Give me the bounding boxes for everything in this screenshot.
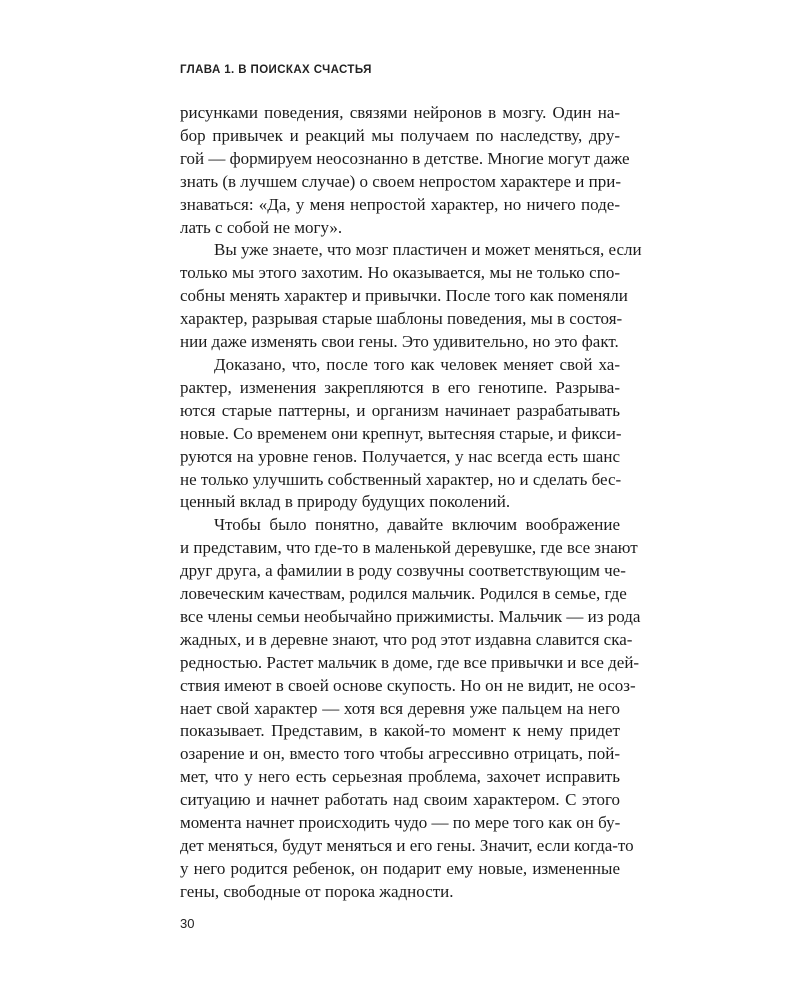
- text-line: характер, разрывая старые шаблоны поведения, мы в состоя-: [180, 309, 623, 329]
- text-line: Доказано, что, после того как человек меняет свой ха-: [214, 354, 620, 374]
- paragraph-2: [180, 239, 642, 354]
- text-line: гой — формируем неосознанно в детстве. Многие могут даже: [180, 148, 630, 168]
- text-line: только мы этого захотим. Но оказывается, мы не только спо-: [180, 263, 620, 283]
- text-line: рактер, изменения закрепляются в его генотипе. Разрыва-: [180, 377, 620, 397]
- text-line: дет меняться, будут меняться и его гены. Значит, если когда-то: [180, 836, 634, 855]
- paragraph-4: [180, 514, 641, 903]
- text-line: собны менять характер и привычки. После того как поменяли: [180, 286, 628, 306]
- text-line: бор привычек и реакций мы получаем по наследству, дру-: [180, 125, 620, 145]
- text-line: гены, свободные от порока жадности.: [180, 881, 454, 901]
- text-line: новые. Со временем они крепнут, вытесняя старые, и фикси-: [180, 423, 622, 443]
- text-line: Чтобы было понятно, давайте включим воображение: [214, 515, 620, 535]
- text-line: ценный вклад в природу будущих поколений.: [180, 492, 511, 512]
- text-line: нает свой характер — хотя вся деревня уже пальцем на него: [180, 698, 620, 718]
- text-line: мет, что у него есть серьезная проблема, захочет исправить: [180, 767, 620, 787]
- text-line: и представим, что где-то в маленькой деревушке, где все знают: [180, 538, 638, 558]
- text-line: ситуацию и начнет работать над своим характером. С этого: [180, 790, 620, 810]
- text-line: все члены семьи необычайно прижимисты. Мальчик — из рода: [180, 606, 641, 626]
- page-number: 30: [180, 916, 195, 931]
- text-line: момента начнет происходить чудо — по мере того как он бу-: [180, 813, 621, 833]
- text-line: ются старые паттерны, и организм начинает разрабатывать: [180, 400, 620, 420]
- paragraph-3: [180, 354, 620, 514]
- text-line: руются на уровне генов. Получается, у нас всегда есть шанс: [180, 446, 620, 466]
- paragraph-1: [180, 102, 630, 239]
- text-line: знать (в лучшем случае) о своем непростом характере и при-: [180, 171, 621, 191]
- text-line: знаваться: «Да, у меня непростой характер, но ничего поде-: [180, 194, 620, 214]
- text-line: у него родится ребенок, он подарит ему новые, измененные: [180, 858, 620, 878]
- body-text: [180, 102, 642, 904]
- text-line: нии даже изменять свои гены. Это удивительно, но это факт.: [180, 332, 619, 352]
- text-line: ловеческим качествам, родился мальчик. Родился в семье, где: [180, 584, 627, 604]
- text-line: показывает. Представим, в какой-то момент к нему придет: [180, 721, 620, 741]
- text-line: друг друга, а фамилии в роду созвучны соответствующим че-: [180, 561, 626, 581]
- text-line: не только улучшить собственный характер, но и сделать бес-: [180, 469, 622, 489]
- text-line: рисунками поведения, связями нейронов в мозгу. Один на-: [180, 103, 620, 122]
- text-line: озарение и он, вместо того чтобы агрессивно отрицать, пой-: [180, 744, 620, 764]
- text-line: редностью. Растет мальчик в доме, где все привычки и все дей-: [180, 652, 640, 672]
- text-line: лать с собой не могу».: [180, 217, 343, 237]
- running-head: ГЛАВА 1. В ПОИСКАХ СЧАСТЬЯ: [180, 64, 372, 76]
- text-line: жадных, и в деревне знают, что род этот издавна славится ска-: [180, 629, 633, 649]
- text-line: Вы уже знаете, что мозг пластичен и может меняться, если: [214, 240, 642, 260]
- text-line: ствия имеют в своей основе скупость. Но он не видит, не осоз-: [180, 675, 636, 695]
